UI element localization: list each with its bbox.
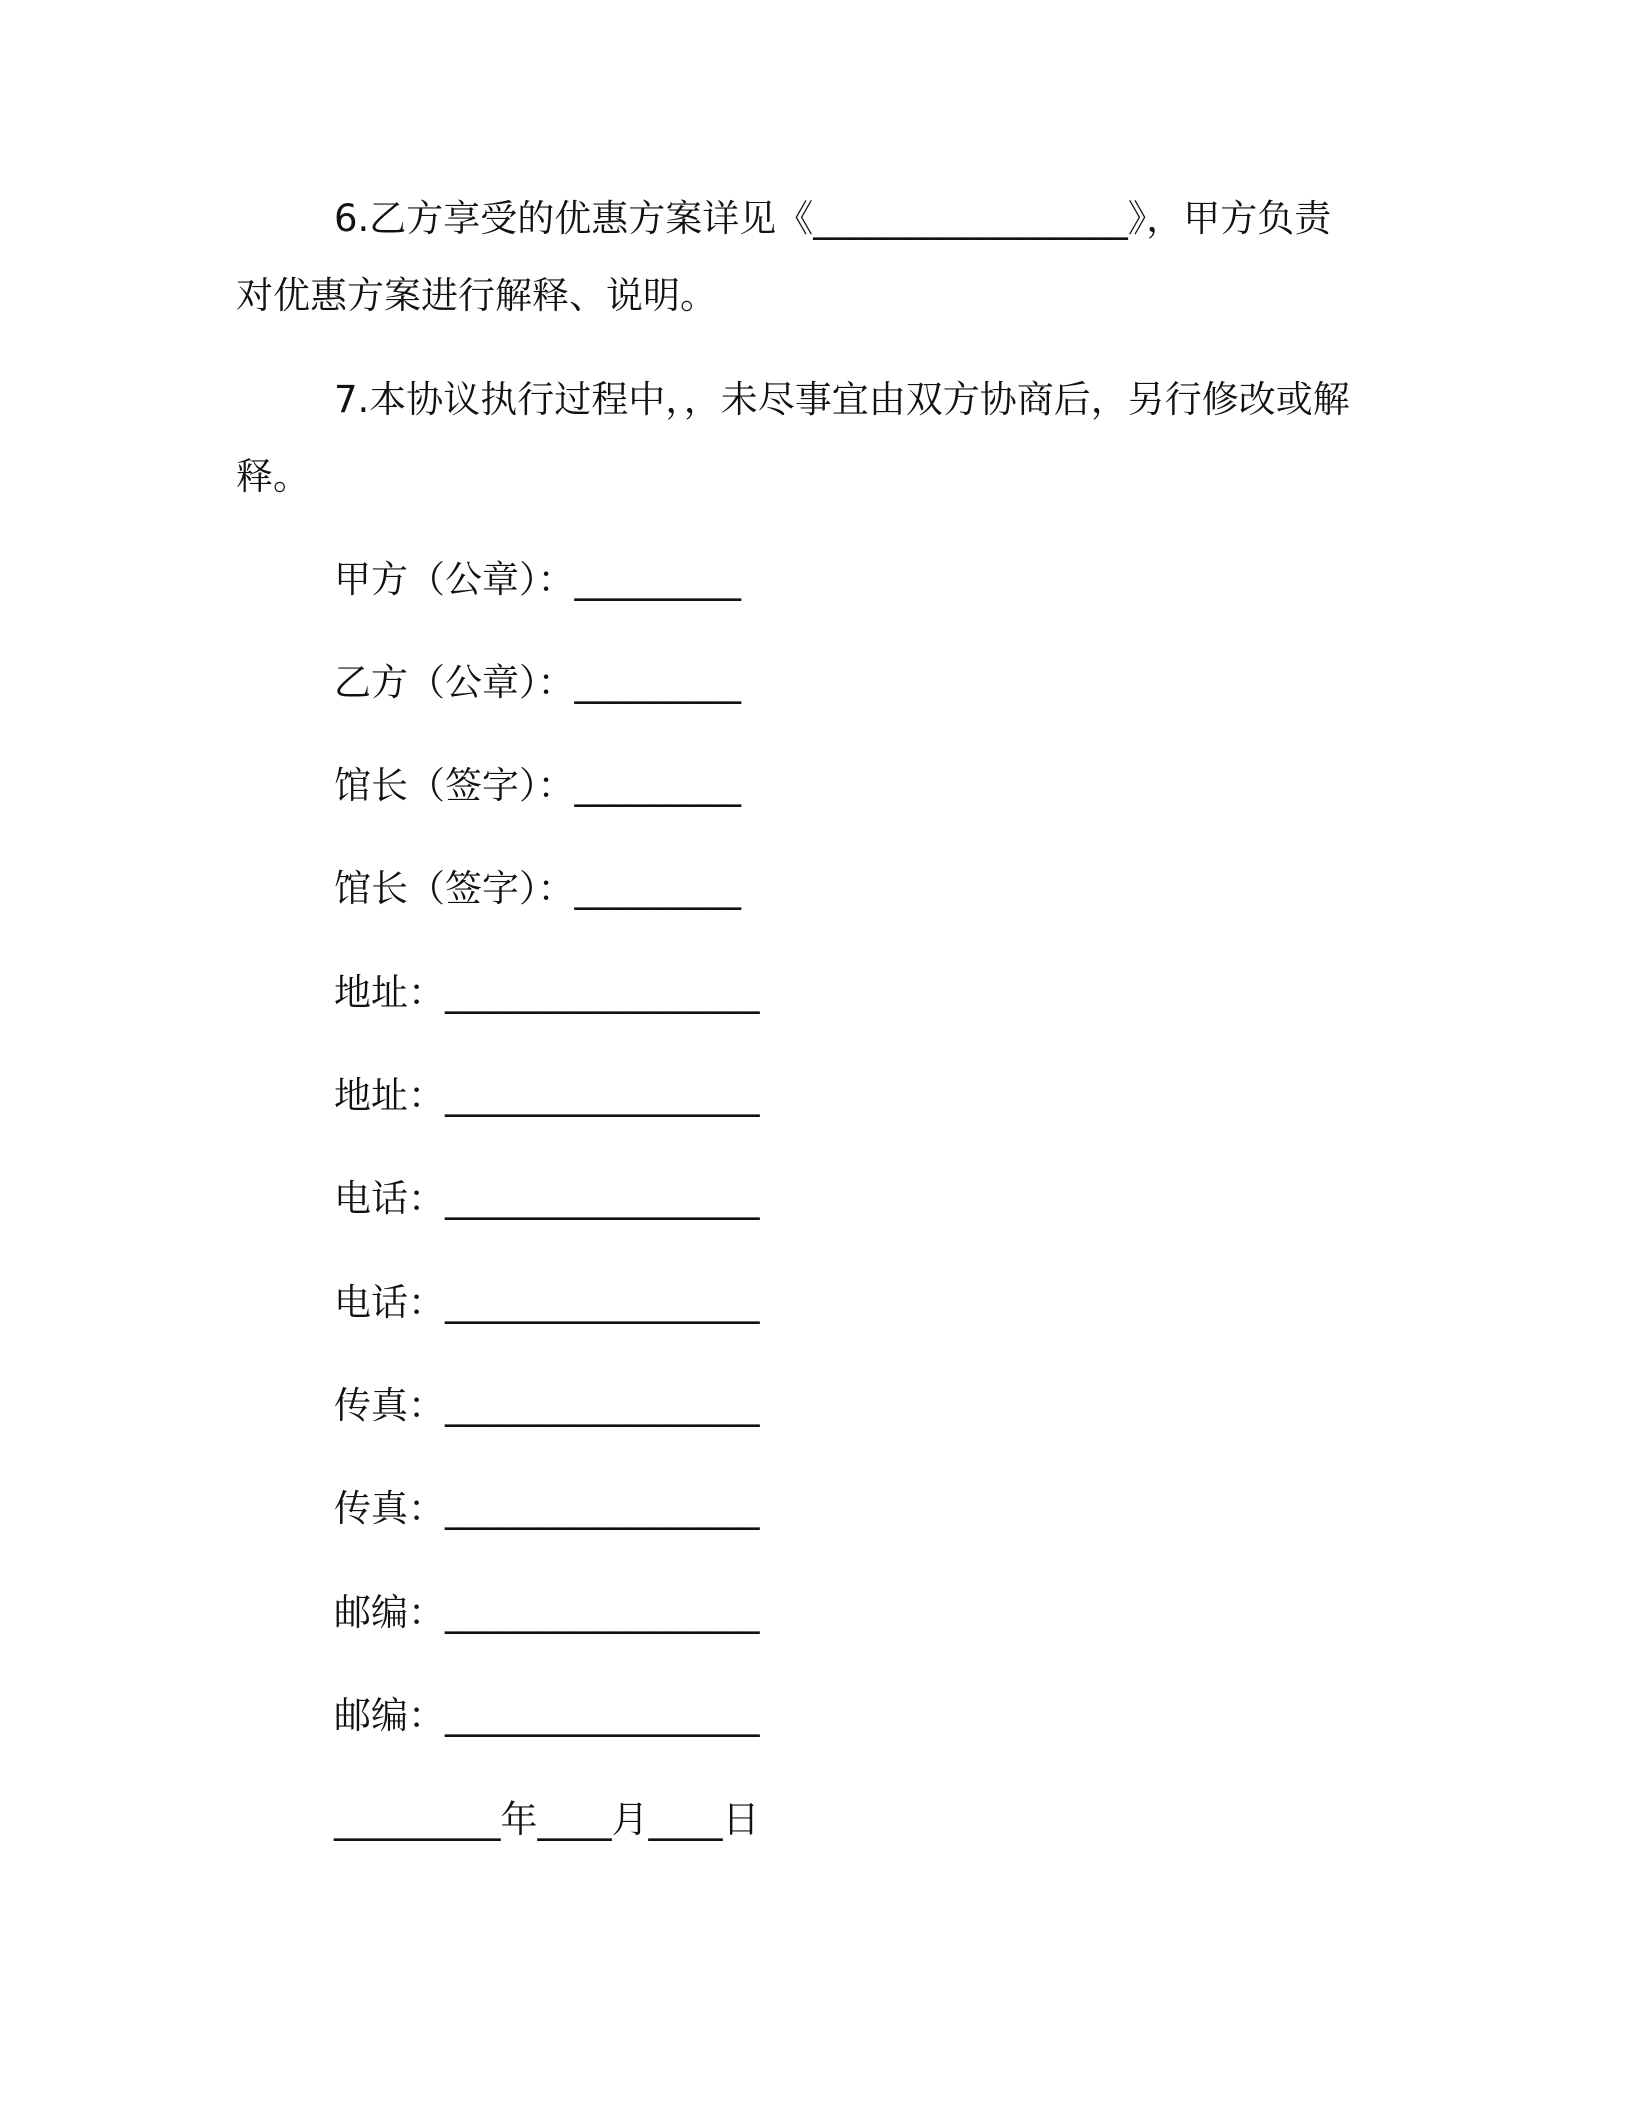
address-line: 地址：_________________ xyxy=(334,971,760,1014)
party-a-seal-line: 甲方（公章）：_________ xyxy=(334,558,741,601)
director-signature-line: 馆长（签字）：_________ xyxy=(334,764,741,807)
phone-line: 电话：_________________ xyxy=(334,1177,760,1220)
phone-line: 电话：_________________ xyxy=(334,1281,760,1324)
fax-line: 传真：_________________ xyxy=(334,1384,760,1427)
postcode-line: 邮编：_________________ xyxy=(334,1694,760,1737)
postcode-line: 邮编：_________________ xyxy=(334,1591,760,1634)
clause-7-paragraph: 7.本协议执行过程中，，未尽事宜由双方协商后，另行修改或解释。 xyxy=(236,378,1350,498)
fax-line: 传真：_________________ xyxy=(334,1487,760,1530)
party-b-seal-line: 乙方（公章）：_________ xyxy=(334,661,741,704)
date-line: _________年____月____日 xyxy=(334,1798,760,1841)
director-signature-line: 馆长（签字）：_________ xyxy=(334,867,741,910)
address-line: 地址：_________________ xyxy=(334,1074,760,1117)
clause-6-paragraph: 6.乙方享受的优惠方案详见《_________________》，甲方负责对优惠方案进行解释、说明。 xyxy=(236,197,1332,317)
